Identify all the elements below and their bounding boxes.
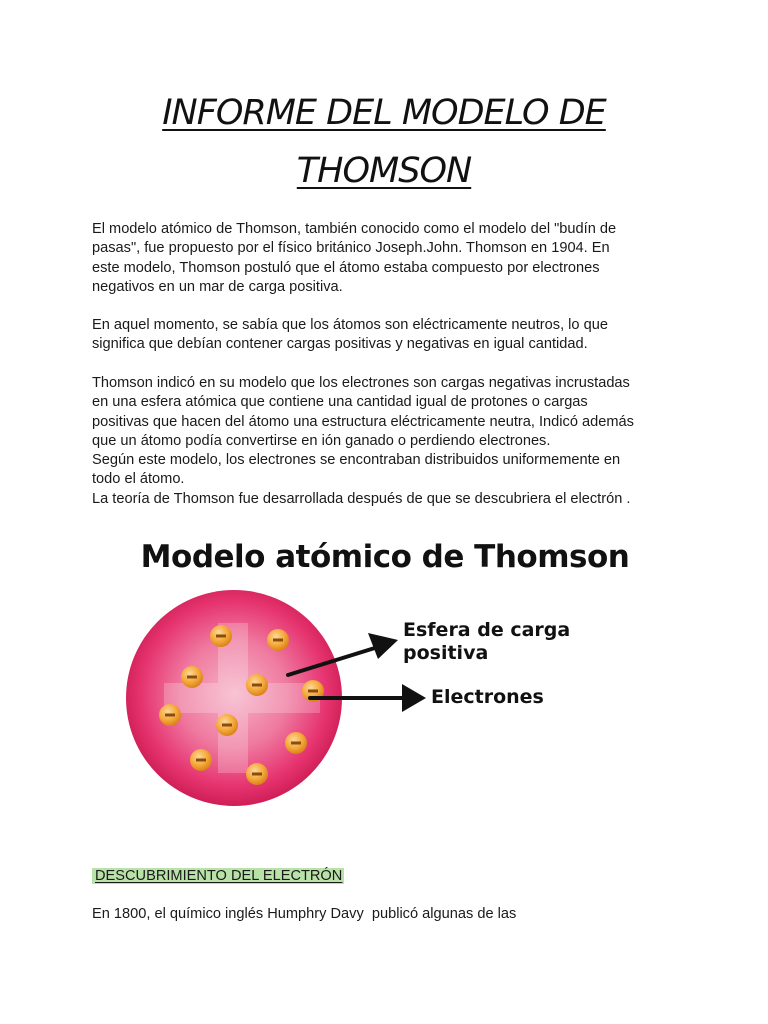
text-line: El modelo atómico de Thomson, también conocido como el modelo del "budín de <box>92 221 617 237</box>
paragraph-intro <box>92 220 682 297</box>
paragraph-neutral <box>92 316 682 355</box>
electron-icon <box>246 763 268 785</box>
text-line: Thomson indicó en su modelo que los electrones son cargas negativas incrustadas <box>92 375 630 391</box>
text-line: este modelo, Thomson postuló que el átomo estaba compuesto por electrones <box>92 259 600 276</box>
atom-diagram <box>120 535 660 815</box>
document-title-line1 <box>0 93 768 133</box>
electron-icon <box>246 674 268 696</box>
text-line: positivas que hacen del átomo una estructura eléctricamente neutra, Indicó además <box>92 413 634 430</box>
figure-title: Modelo atómico de Thomson <box>140 539 630 575</box>
label-line: positiva <box>403 642 489 664</box>
label-positive-sphere <box>403 619 643 665</box>
thomson-model-figure <box>120 535 660 815</box>
label-line: Esfera de carga <box>403 619 571 641</box>
text-line: La teoría de Thomson fue desarrollada después de que se descubriera el electrón . <box>92 490 631 507</box>
electron-icon <box>285 732 307 754</box>
text-line: en una esfera atómica que contiene una cantidad igual de protones o cargas <box>92 394 588 411</box>
electron-icon <box>159 704 181 726</box>
section-heading: DESCUBRIMIENTO DEL ELECTRÓN <box>92 868 344 884</box>
electron-icon <box>216 714 238 736</box>
electron-icon <box>267 629 289 651</box>
paragraph-model <box>92 374 682 509</box>
electron-icon <box>190 749 212 771</box>
text-line: En aquel momento, se sabía que los átomos son eléctricamente neutros, lo que <box>92 317 608 333</box>
text-line: pasas", fue propuesto por el físico británico Joseph.John. Thomson en 1904. En <box>92 240 610 257</box>
document-title-text2: THOMSON <box>296 151 472 191</box>
electron-icon <box>181 666 203 688</box>
text-line: negativos en un mar de carga positiva. <box>92 278 343 295</box>
document-title-line2 <box>0 151 768 191</box>
paragraph-discovery: En 1800, el químico inglés Humphry Davy publicó algunas de las <box>92 906 517 922</box>
text-line: significa que debían contener cargas positivas y negativas en igual cantidad. <box>92 336 588 353</box>
text-line: que un átomo podía convertirse en ión ganado o perdiendo electrones. <box>92 432 551 449</box>
text-line: todo el átomo. <box>92 471 185 488</box>
document-title-text1: INFORME DEL MODELO DE <box>162 93 606 133</box>
text-line: Según este modelo, los electrones se encontraban distribuidos uniformemente en <box>92 452 621 469</box>
label-electrons: Electrones <box>431 686 544 708</box>
electron-icon <box>210 625 232 647</box>
